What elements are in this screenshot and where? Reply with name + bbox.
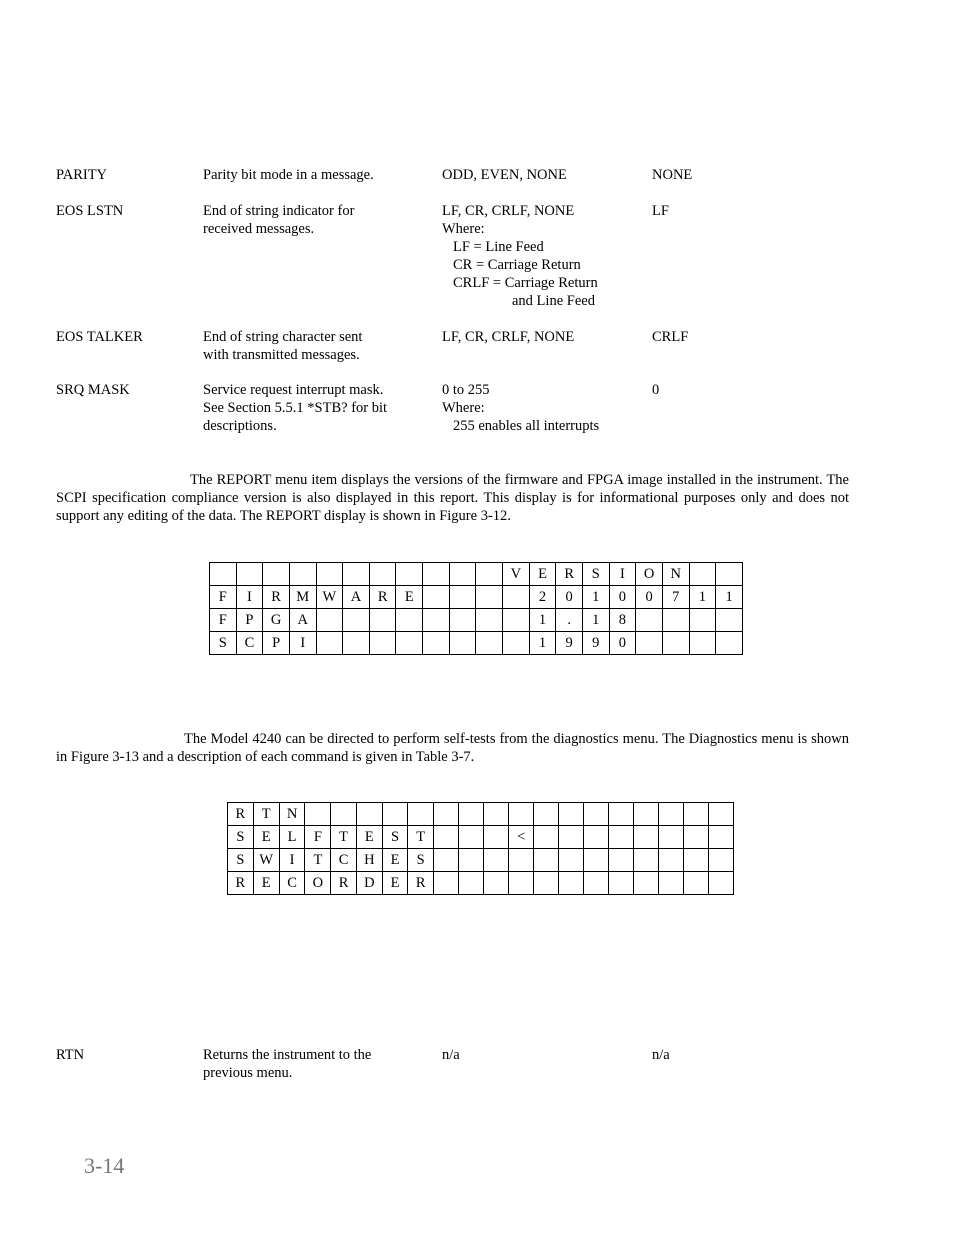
grid-cell [343,632,370,655]
grid-cell [476,632,503,655]
grid-cell [423,563,450,586]
grid-cell: W [253,849,279,872]
grid-cell [434,872,459,895]
grid-cell [684,826,709,849]
grid-cell: 1 [716,586,743,609]
grid-cell [459,849,484,872]
grid-cell: E [529,563,556,586]
grid-row [210,632,743,655]
grid-cell [263,563,290,586]
grid-cell [559,872,584,895]
grid-cell: 1 [689,586,716,609]
grid-cell [396,632,423,655]
setting-description: End of string indicator for received messages. [203,203,355,237]
grid-cell [634,849,659,872]
grid-cell [534,849,559,872]
grid-cell: W [316,586,343,609]
grid-cell [305,803,331,826]
setting-values: 0 to 255 Where: 255 enables all interrupts [442,382,600,434]
grid-cell [559,803,584,826]
grid-cell [716,609,743,632]
grid-cell [434,803,459,826]
grid-cell: R [556,563,583,586]
grid-cell: I [279,849,305,872]
grid-cell: O [305,872,331,895]
setting-name: PARITY [56,167,108,183]
grid-cell: I [236,586,263,609]
grid-cell [503,586,530,609]
grid-cell [634,826,659,849]
grid-cell: R [408,872,434,895]
diagnostics-paragraph: The Model 4240 can be directed to perform self-tests from the diagnostics menu. The Diagnostics menu is shown in Figure 3-13 and a description of each command is given in Table 3-7. [56,731,849,765]
grid-cell: 8 [609,609,636,632]
setting-values: LF, CR, CRLF, NONE [442,329,575,345]
grid-cell [634,803,659,826]
grid-cell: N [279,803,305,826]
grid-cell: F [210,586,237,609]
grid-cell: 2 [529,586,556,609]
grid-cell [709,826,734,849]
grid-cell [584,849,609,872]
setting-default: CRLF [652,329,689,345]
grid-cell: I [609,563,636,586]
diagnostics-menu-grid [227,802,734,895]
grid-cell: 1 [529,632,556,655]
grid-cell [716,632,743,655]
grid-cell [684,803,709,826]
grid-cell [459,826,484,849]
grid-cell: 7 [662,586,689,609]
grid-cell [316,632,343,655]
grid-cell: E [396,586,423,609]
grid-cell: C [279,872,305,895]
grid-cell [449,563,476,586]
grid-cell [449,586,476,609]
grid-cell: 0 [556,586,583,609]
grid-cell: 0 [636,586,663,609]
grid-cell [534,803,559,826]
grid-cell: R [263,586,290,609]
grid-row [228,826,734,849]
grid-cell: L [279,826,305,849]
grid-cell [689,632,716,655]
grid-cell: . [556,609,583,632]
grid-cell: D [356,872,382,895]
grid-cell [289,563,316,586]
grid-cell: O [636,563,663,586]
grid-cell [584,826,609,849]
grid-cell: P [263,632,290,655]
setting-default: LF [652,203,669,219]
grid-cell: R [331,872,357,895]
grid-row [210,609,743,632]
grid-cell: T [305,849,331,872]
grid-row [210,586,743,609]
grid-cell: G [263,609,290,632]
setting-name: SRQ MASK [56,382,130,398]
grid-cell [609,872,634,895]
grid-cell [716,563,743,586]
command-value: n/a [442,1047,460,1063]
grid-cell: A [343,586,370,609]
grid-cell: < [508,826,534,849]
grid-cell [476,586,503,609]
grid-cell [659,872,684,895]
grid-cell [423,632,450,655]
grid-cell: P [236,609,263,632]
grid-cell [236,563,263,586]
grid-cell [689,563,716,586]
grid-cell [559,826,584,849]
setting-values: ODD, EVEN, NONE [442,167,567,183]
grid-cell: N [662,563,689,586]
grid-cell: S [408,849,434,872]
grid-cell [459,872,484,895]
grid-cell [449,609,476,632]
grid-cell: 1 [529,609,556,632]
grid-cell [343,609,370,632]
grid-cell: E [382,872,408,895]
setting-name: EOS LSTN [56,203,124,219]
grid-cell: R [369,586,396,609]
setting-description: Parity bit mode in a message. [203,167,374,183]
grid-cell [659,826,684,849]
grid-cell: E [253,826,279,849]
grid-cell [408,803,434,826]
grid-cell [503,632,530,655]
grid-cell [662,632,689,655]
report-display-grid [209,562,743,655]
grid-cell [356,803,382,826]
setting-values: LF, CR, CRLF, NONE Where: LF = Line Feed CR = Carriage Return CRLF = Carriage Return and Line Feed [442,203,598,309]
setting-description: End of string character sent with transmitted messages. [203,329,363,363]
grid-cell [449,632,476,655]
grid-cell: A [289,609,316,632]
grid-cell: 9 [582,632,609,655]
grid-cell [423,609,450,632]
grid-cell [584,803,609,826]
grid-cell: S [228,826,254,849]
grid-cell: T [331,826,357,849]
grid-cell: E [382,849,408,872]
grid-cell [369,563,396,586]
grid-cell [659,849,684,872]
grid-cell: T [253,803,279,826]
grid-cell [684,872,709,895]
grid-cell [609,826,634,849]
grid-cell: F [210,609,237,632]
grid-cell [459,803,484,826]
grid-cell [684,849,709,872]
grid-cell: I [289,632,316,655]
command-default: n/a [652,1047,670,1063]
grid-cell [534,826,559,849]
grid-cell: R [228,803,254,826]
grid-row [228,849,734,872]
grid-cell [210,563,237,586]
grid-cell [396,563,423,586]
grid-cell: F [305,826,331,849]
grid-cell [476,609,503,632]
grid-cell [659,803,684,826]
grid-cell: H [356,849,382,872]
grid-cell: C [236,632,263,655]
grid-cell [434,849,459,872]
grid-cell [508,872,534,895]
grid-cell: E [253,872,279,895]
grid-cell: 1 [582,609,609,632]
grid-cell [534,872,559,895]
grid-cell: V [503,563,530,586]
grid-cell [382,803,408,826]
grid-cell: 9 [556,632,583,655]
grid-cell [636,632,663,655]
grid-cell: 0 [609,586,636,609]
grid-cell [584,872,609,895]
grid-cell [316,609,343,632]
grid-cell [689,609,716,632]
grid-cell [369,632,396,655]
grid-cell [503,609,530,632]
grid-cell [331,803,357,826]
setting-default: NONE [652,167,693,183]
grid-cell [396,609,423,632]
grid-cell [709,872,734,895]
grid-cell: R [228,872,254,895]
grid-cell: S [382,826,408,849]
grid-cell: E [356,826,382,849]
grid-cell [423,586,450,609]
grid-cell [369,609,396,632]
grid-cell [609,849,634,872]
grid-cell [476,563,503,586]
grid-cell [559,849,584,872]
grid-cell [609,803,634,826]
grid-cell: S [228,849,254,872]
grid-cell: T [408,826,434,849]
grid-cell [662,609,689,632]
grid-cell [634,872,659,895]
grid-cell [709,803,734,826]
grid-cell [508,803,534,826]
setting-description: Service request interrupt mask. See Section 5.5.1 *STB? for bit descriptions. [203,382,388,434]
report-paragraph: The REPORT menu item displays the versions of the firmware and FPGA image installed in the instrument. The SCPI specification compliance version is also displayed in this report. This display is for informational purposes only and does not support any editing of the data. The REPORT display is shown in Figure 3-12. [56,472,849,524]
grid-cell: 1 [582,586,609,609]
grid-cell: S [582,563,609,586]
grid-cell [483,872,508,895]
grid-cell [316,563,343,586]
grid-row [228,803,734,826]
setting-name: EOS TALKER [56,329,143,345]
grid-cell [483,826,508,849]
command-description: Returns the instrument to the previous menu. [203,1047,372,1081]
grid-cell: 0 [609,632,636,655]
grid-row [228,872,734,895]
grid-cell [709,849,734,872]
grid-cell [434,826,459,849]
setting-default: 0 [652,382,660,398]
page-number: 3-14 [84,1153,125,1178]
grid-cell [636,609,663,632]
grid-cell: M [289,586,316,609]
grid-cell [508,849,534,872]
grid-cell [343,563,370,586]
grid-row [210,563,743,586]
grid-cell [483,803,508,826]
grid-cell: S [210,632,237,655]
command-name: RTN [56,1047,85,1063]
grid-cell [483,849,508,872]
grid-cell: C [331,849,357,872]
